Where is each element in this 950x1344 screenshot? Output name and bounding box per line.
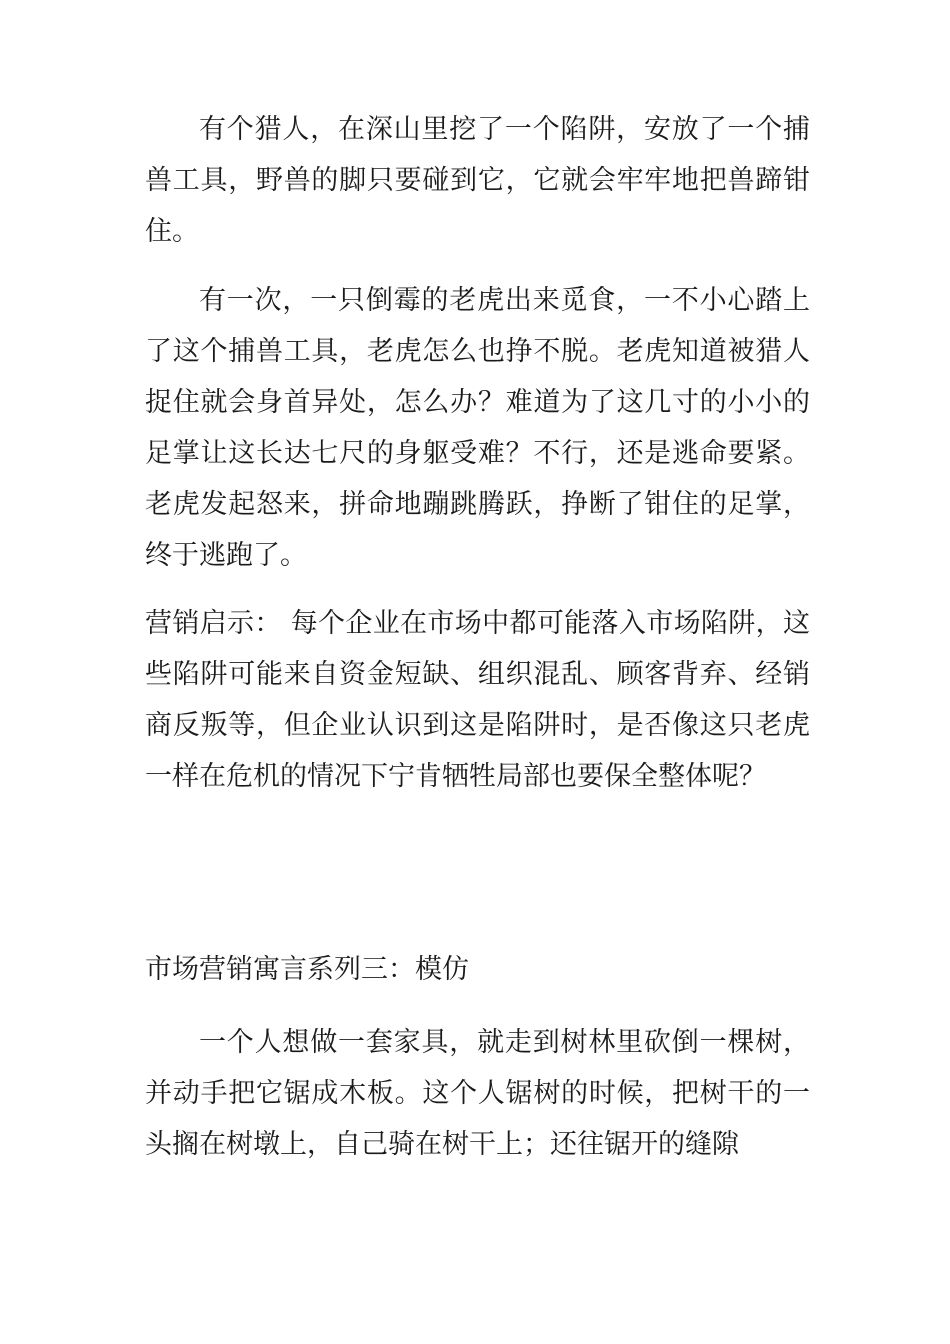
paragraph-hunter-trap: 有个猎人，在深山里挖了一个陷阱，安放了一个捕兽工具，野兽的脚只要碰到它，它就会牢牢地把兽蹄钳住。	[145, 114, 810, 247]
paragraph-furniture-story: 一个人想做一套家具，就走到树林里砍倒一棵树，并动手把它锯成木板。这个人锯树的时候，把树干的一头搁在树墩上，自己骑在树干上；还往锯开的缝隙	[145, 1027, 810, 1160]
paragraph-marketing-insight: 营销启示： 每个企业在市场中都可能落入市场陷阱，这些陷阱可能来自资金短缺、组织混乱、顾客背弃、经销商反叛等，但企业认识到这是陷阱时，是否像这只老虎一样在危机的情况下宁肯牺牲局部也要保全整体呢？	[145, 608, 810, 792]
paragraph-tiger-escape: 有一次，一只倒霉的老虎出来觅食，一不小心踏上了这个捕兽工具，老虎怎么也挣不脱。老虎知道被猎人捉住就会身首异处，怎么办？难道为了这几寸的小小的足掌让这长达七尺的身躯受难？不行，还是逃命要紧。老虎发起怒来，拼命地蹦跳腾跃，挣断了钳住的足掌，终于逃跑了。	[145, 285, 810, 571]
section-heading: 市场营销寓言系列三：模仿	[145, 954, 469, 985]
